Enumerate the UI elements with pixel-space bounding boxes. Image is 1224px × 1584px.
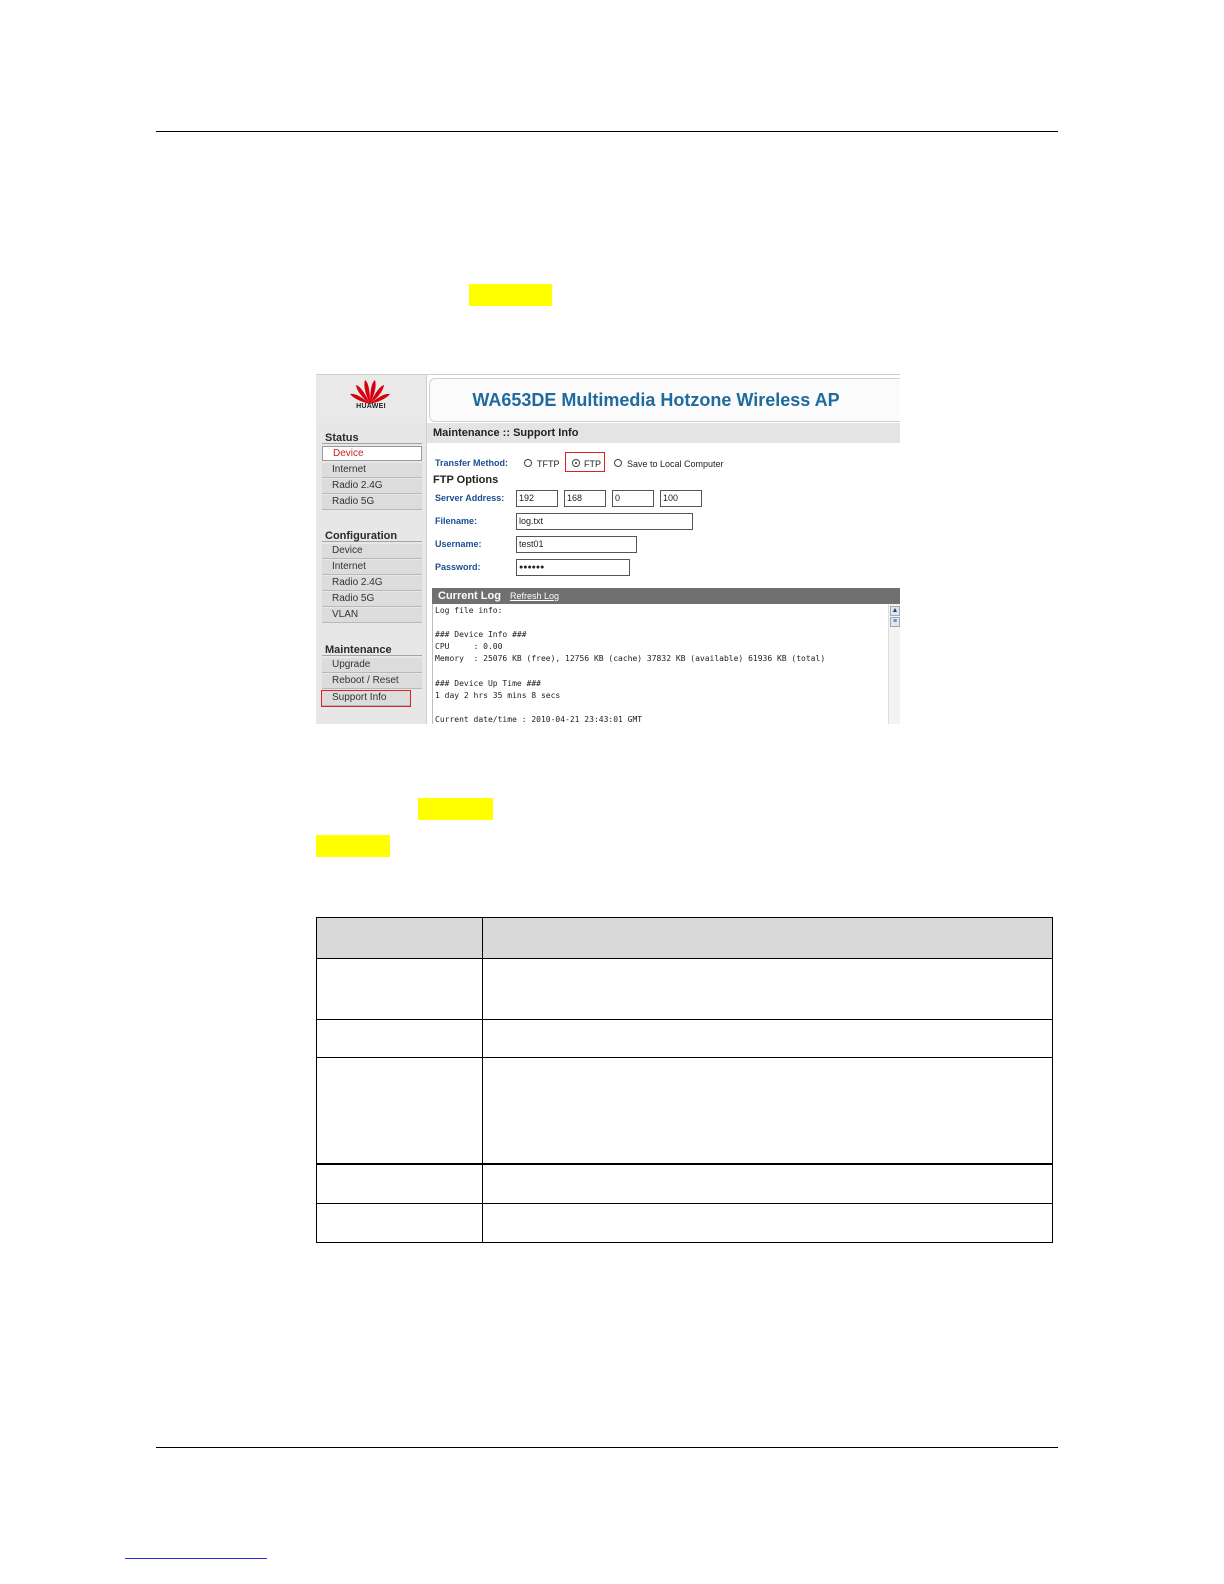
ftp-options-title: FTP Options [433, 474, 499, 486]
password-input[interactable]: ●●●●●● [516, 559, 630, 576]
refresh-log-link[interactable]: Refresh Log [510, 591, 560, 601]
log-line: ### Device Info ### [435, 630, 527, 639]
sidebar-item-config-radio-24g[interactable]: Radio 2.4G [322, 576, 422, 591]
username-label: Username: [435, 539, 482, 549]
sidebar-section-status: Status [322, 432, 422, 444]
radio-tftp[interactable] [524, 459, 532, 467]
highlight-mark-3 [316, 835, 390, 857]
table-row-divider [317, 1057, 1052, 1058]
server-address-octet-3[interactable]: 0 [612, 490, 654, 507]
huawei-logo-icon [348, 377, 392, 405]
table-header-row [317, 918, 1052, 959]
log-line: Log file info: [435, 606, 503, 615]
table-row-divider [317, 1203, 1052, 1204]
current-log-header [432, 588, 900, 604]
log-line: CPU : 0.00 [435, 642, 503, 651]
sidebar-item-status-radio-24g[interactable]: Radio 2.4G [322, 479, 422, 494]
highlight-mark-2 [418, 798, 493, 820]
table-row-divider [317, 1019, 1052, 1020]
password-label: Password: [435, 562, 481, 572]
username-input[interactable]: test01 [516, 536, 637, 553]
sidebar-section-configuration: Configuration [322, 530, 422, 542]
sidebar-item-config-vlan[interactable]: VLAN [322, 608, 422, 623]
sidebar-item-upgrade[interactable]: Upgrade [322, 658, 422, 673]
sidebar-item-status-device[interactable]: Device [322, 446, 422, 461]
sidebar-item-status-radio-5g[interactable]: Radio 5G [322, 495, 422, 510]
breadcrumb: Maintenance :: Support Info [427, 423, 900, 443]
scroll-up-icon[interactable]: ▲ [891, 607, 899, 614]
sidebar [316, 375, 427, 724]
log-line: 1 day 2 hrs 35 mins 8 secs [435, 691, 561, 700]
radio-ftp-label: FTP [584, 459, 601, 469]
app-header [429, 378, 900, 422]
server-address-octet-1[interactable]: 192 [516, 490, 558, 507]
server-address-octet-2[interactable]: 168 [564, 490, 606, 507]
footer-link-underline[interactable] [125, 1558, 267, 1559]
log-line: Memory : 25076 KB (free), 12756 KB (cache) 37832 KB (available) 61936 KB (total) [435, 654, 826, 663]
sidebar-item-config-radio-5g[interactable]: Radio 5G [322, 592, 422, 607]
highlight-mark-1 [469, 284, 552, 306]
scroll-thumb-icon[interactable]: ≡ [890, 617, 900, 627]
current-log-textarea[interactable] [432, 604, 900, 724]
radio-ftp[interactable] [572, 459, 580, 467]
radio-save-local[interactable] [614, 459, 622, 467]
log-line: ### Device Up Time ### [435, 679, 541, 688]
footer-rule [156, 1447, 1058, 1448]
sidebar-item-support-info[interactable]: Support Info [322, 691, 410, 706]
server-address-octet-4[interactable]: 100 [660, 490, 702, 507]
server-address-label: Server Address: [435, 493, 505, 503]
log-line: Current date/time : 2010-04-21 23:43:01 GMT [435, 715, 643, 724]
radio-save-local-label: Save to Local Computer [627, 459, 724, 469]
sidebar-item-config-device[interactable]: Device [322, 544, 422, 559]
brand-name: HUAWEI [356, 403, 386, 410]
radio-tftp-label: TFTP [537, 459, 560, 469]
sidebar-item-reboot-reset[interactable]: Reboot / Reset [322, 674, 422, 689]
current-log-title: Current Log [438, 590, 501, 602]
webui-screenshot [316, 374, 900, 724]
logo [316, 375, 426, 423]
table-column-divider [482, 918, 483, 1242]
sidebar-section-maintenance: Maintenance [322, 644, 422, 656]
app-title: WA653DE Multimedia Hotzone Wireless AP [472, 390, 840, 410]
filename-input[interactable]: log.txt [516, 513, 693, 530]
table-row-divider [317, 1163, 1052, 1165]
header-rule [156, 131, 1058, 132]
filename-label: Filename: [435, 516, 478, 526]
log-scrollbar[interactable] [888, 604, 900, 724]
sidebar-item-config-internet[interactable]: Internet [322, 560, 422, 575]
parameter-table [316, 917, 1053, 1243]
transfer-method-label: Transfer Method: [435, 458, 509, 468]
sidebar-item-status-internet[interactable]: Internet [322, 463, 422, 478]
